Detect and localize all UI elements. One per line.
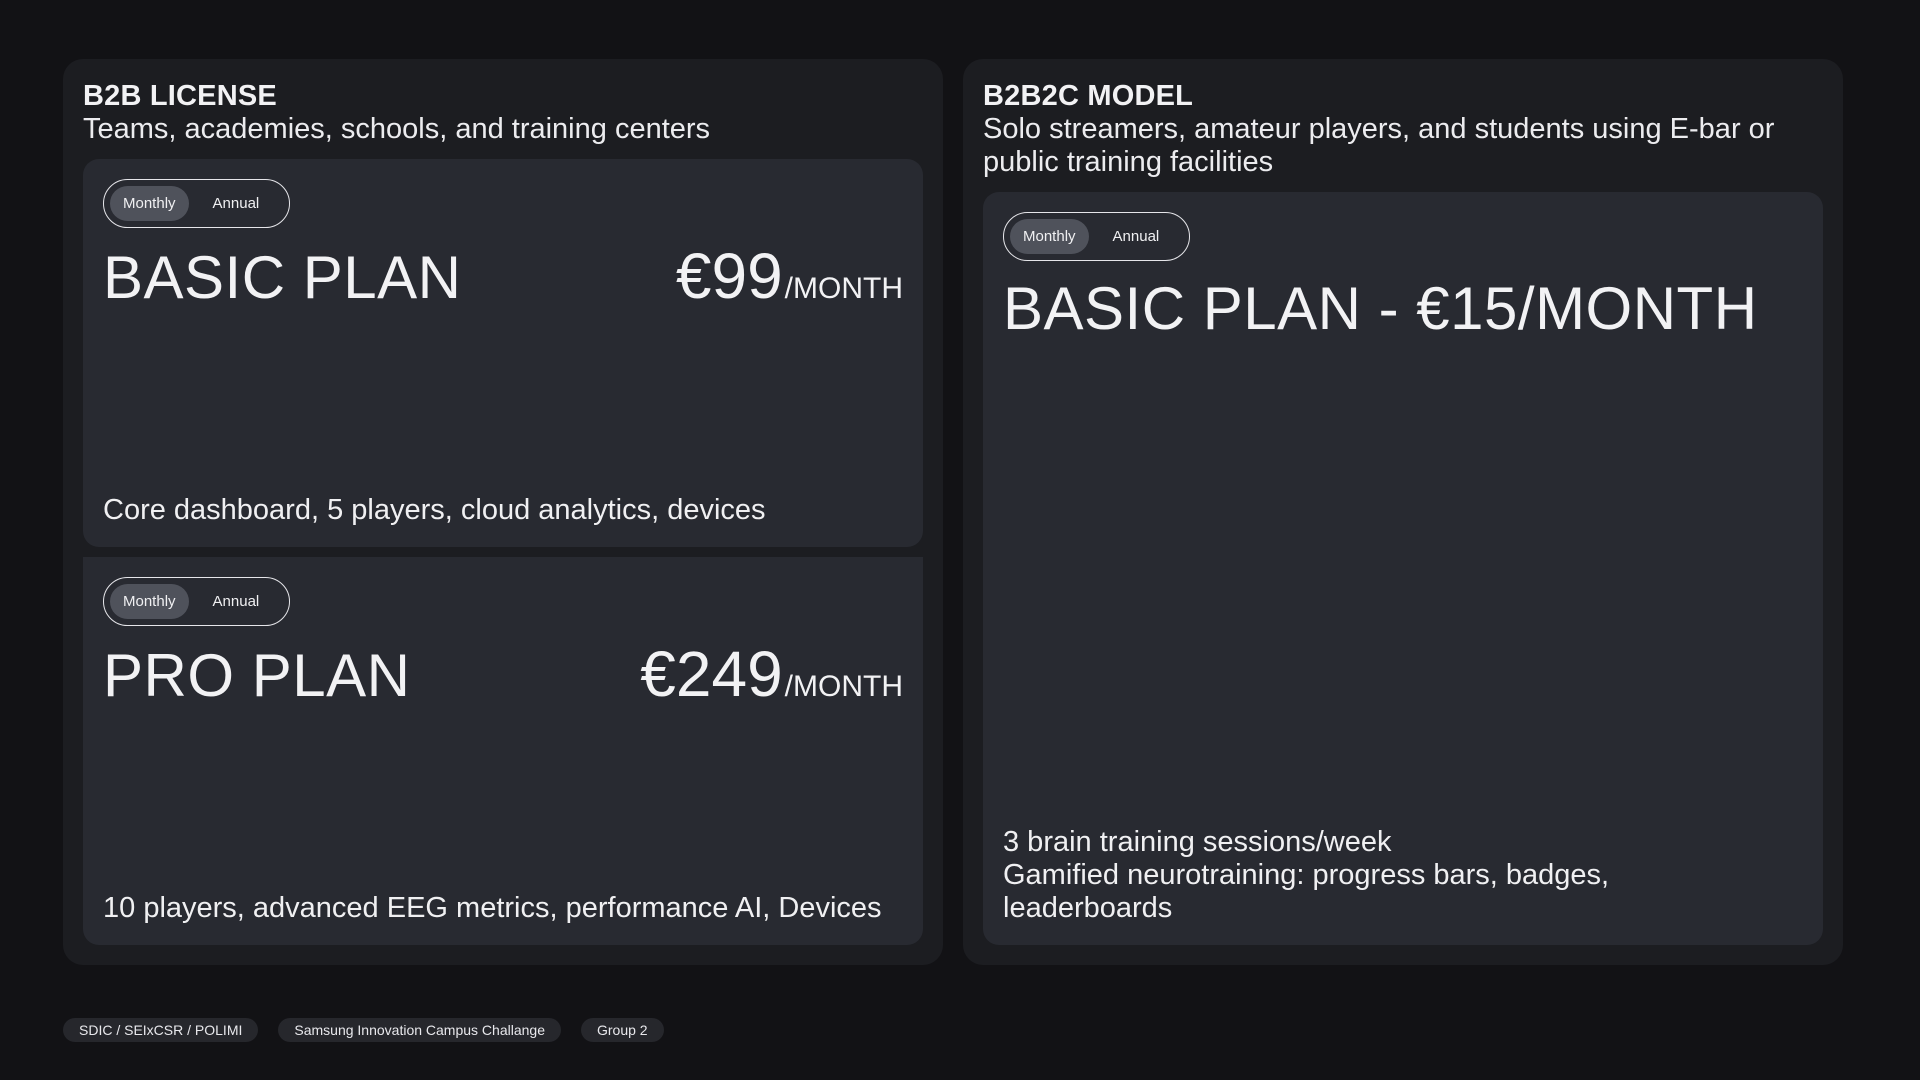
plan-description: Core dashboard, 5 players, cloud analytics, devices [103,494,766,526]
b2b-basic-plan-card [83,159,923,547]
toggle-monthly[interactable]: Monthly [110,186,189,221]
toggle-annual[interactable]: Annual [212,195,260,212]
b2c-subtitle [983,113,1823,179]
footer-chip: Samsung Innovation Campus Challange [278,1018,561,1042]
plan-price [640,640,903,721]
plan-name: BASIC PLAN [103,244,462,311]
b2b-subtitle: Teams, academies, schools, and training centers [83,113,711,145]
billing-toggle[interactable] [1003,212,1190,261]
b2c-basic-plan-card [983,192,1823,945]
plan-header [103,640,903,721]
plan-header [103,242,903,323]
price-unit: /MONTH [784,272,903,305]
billing-toggle[interactable] [103,179,290,228]
b2b-panel [63,59,943,965]
plan-header [1003,275,1803,343]
footer-chip: Group 2 [581,1018,664,1042]
plan-name: BASIC PLAN - €15/MONTH [1003,275,1758,342]
footer-chip: SDIC / SEIxCSR / POLIMI [63,1018,258,1042]
toggle-monthly[interactable]: Monthly [110,584,189,619]
b2c-subtitle-line: Solo streamers, amateur players, and students using E-bar or [983,113,1775,145]
toggle-annual[interactable]: Annual [212,593,260,610]
plan-name: PRO PLAN [103,642,411,709]
footer [63,1018,664,1042]
b2b-title: B2B LICENSE [83,80,277,112]
b2c-title: B2B2C MODEL [983,80,1194,112]
plan-description: 10 players, advanced EEG metrics, performance AI, Devices [103,892,882,924]
b2b-pro-plan-card [83,557,923,945]
billing-toggle[interactable] [103,577,290,626]
b2c-subtitle-line: public training facilities [983,146,1274,178]
plan-price [676,242,903,323]
toggle-monthly[interactable]: Monthly [1010,219,1089,254]
price-value: €99 [675,240,783,312]
plan-feature: 3 brain training sessions/week [1003,826,1392,858]
plan-description [1003,826,1803,925]
price-unit: /MONTH [784,670,903,703]
plan-feature: Gamified neurotraining: progress bars, badges, [1003,859,1610,891]
b2c-panel [963,59,1843,965]
price-value: €249 [640,638,783,710]
toggle-annual[interactable]: Annual [1112,228,1160,245]
plan-feature: leaderboards [1003,892,1173,924]
